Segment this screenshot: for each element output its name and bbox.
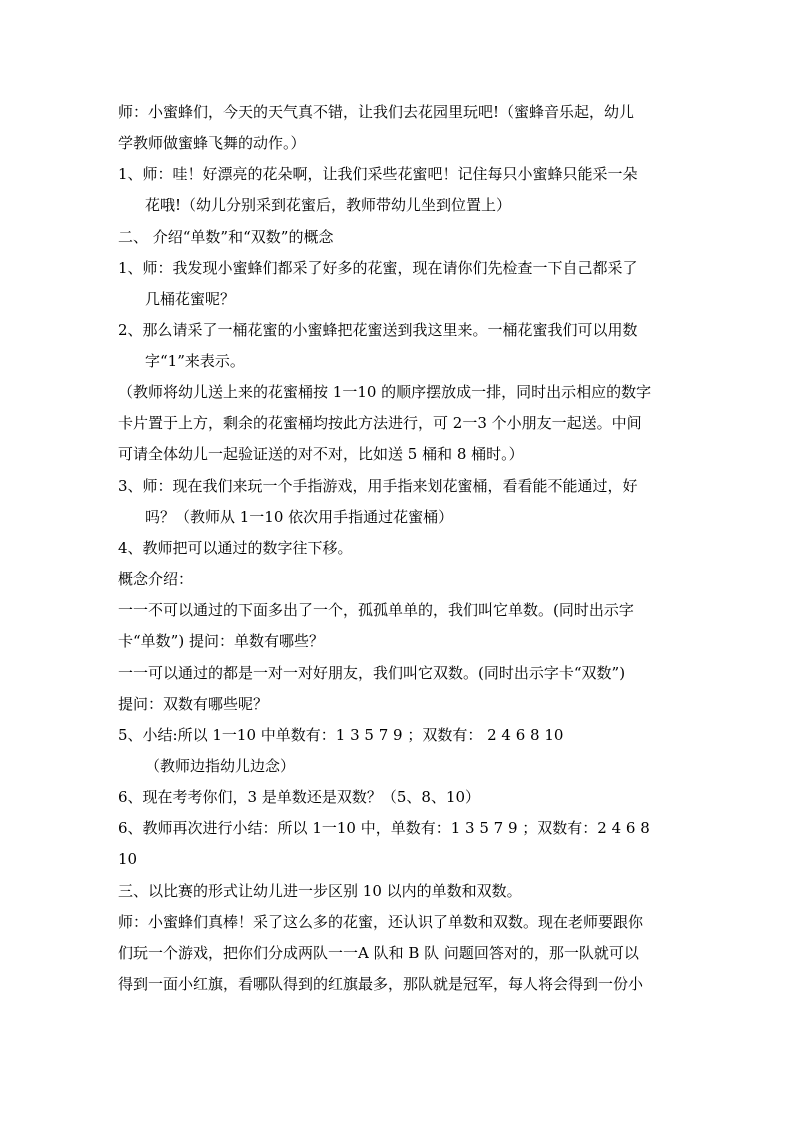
- list-item-continuation: 几桶花蜜呢？: [145, 290, 236, 308]
- list-item-continuation: 10: [118, 850, 138, 868]
- list-item-line: 4、教师把可以通过的数字往下移。: [118, 539, 353, 557]
- list-item-line: 3、师：现在我们来玩一个手指游戏，用手指来划花蜜桶，看看能不能通过，好: [118, 477, 638, 495]
- paragraph-line: 一一可以通过的都是一对一对好朋友，我们叫它双数。(同时出示字卡“双数”): [118, 664, 626, 682]
- list-item-line: 6、现在考考你们，3 是单数还是双数？（5、8、10）: [118, 788, 481, 806]
- paragraph-line: 卡“单数”) 提问：单数有哪些？: [118, 632, 324, 650]
- list-item-line: 1、师：哇！好漂亮的花朵啊，让我们采些花蜜吧！记住每只小蜜蜂只能采一朵: [118, 165, 638, 183]
- paragraph-line: 师：小蜜蜂们真棒！采了这么多的花蜜，还认识了单数和双数。现在老师要跟你: [118, 913, 644, 931]
- list-item-continuation: 花哦!（幼儿分别采到花蜜后，教师带幼儿坐到位置上）: [145, 196, 512, 214]
- paragraph-line: 提问：双数有哪些呢？: [118, 695, 269, 713]
- paragraph-line: 一一不可以通过的下面多出了一个，孤孤单单的，我们叫它单数。(同时出示字: [118, 601, 634, 619]
- section-heading: 三、以比赛的形式让幼儿进一步区别 10 以内的单数和双数。: [118, 882, 522, 900]
- list-item-continuation: （教师边指幼儿边念）: [145, 757, 296, 775]
- paragraph-line: 师：小蜜蜂们，今天的天气真不错，让我们去花园里玩吧!（蜜蜂音乐起，幼儿: [118, 103, 635, 121]
- list-item-line: 1、师：我发现小蜜蜂们都采了好多的花蜜，现在请你们先检查一下自己都采了: [118, 259, 638, 277]
- list-item-line: 2、那么请采了一桶花蜜的小蜜蜂把花蜜送到我这里来。一桶花蜜我们可以用数: [118, 321, 638, 339]
- list-item-line: 5、小结:所以 1一10 中单数有：1 3 5 7 9 ；双数有： 2 4 6 8 10: [118, 726, 564, 744]
- list-item-line: 6、教师再次进行小结：所以 1一10 中，单数有：1 3 5 7 9 ；双数有：2 4 6 8: [118, 819, 650, 837]
- paragraph-line: 可请全体幼儿一起验证送的对不对，比如送 5 桶和 8 桶时。）: [118, 445, 524, 463]
- section-heading: 二、 介绍“单数”和“双数”的概念: [118, 228, 334, 246]
- list-item-continuation: 字“1”来表示。: [145, 352, 245, 370]
- paragraph-line: （教师将幼儿送上来的花蜜桶按 1一10 的顺序摆放成一排，同时出示相应的数字: [118, 383, 652, 401]
- paragraph-line: 学教师做蜜蜂飞舞的动作。）: [118, 134, 306, 152]
- paragraph-line: 们玩一个游戏，把你们分成两队一一A 队和 B 队 问题回答对的，那一队就可以: [118, 944, 639, 962]
- paragraph-line: 得到一面小红旗，看哪队得到的红旗最多，那队就是冠军，每人将会得到一份小: [118, 975, 644, 993]
- paragraph-line: 卡片置于上方，剩余的花蜜桶均按此方法进行，可 2一3 个小朋友一起送。中间: [118, 414, 642, 432]
- list-item-continuation: 吗？（教师从 1一10 依次用手指通过花蜜桶）: [145, 508, 454, 526]
- subheading: 概念介绍：: [118, 570, 194, 588]
